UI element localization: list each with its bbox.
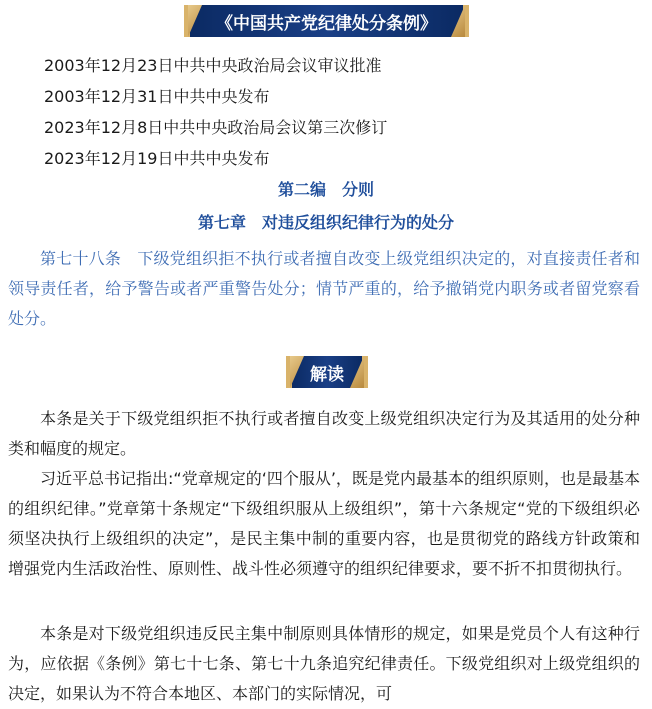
- meta-line: 2003年12月31日中共中央发布: [44, 87, 270, 106]
- meta-line: 2023年12月8日中共中央政治局会议第三次修订: [44, 118, 388, 137]
- title-banner-text: 《中国共产党纪律处分条例》: [216, 13, 437, 34]
- chapter-heading: 第七章 对违反组织纪律行为的处分: [197, 213, 454, 232]
- interpretation-paragraph: 本条是对下级党组织违反民主集中制原则具体情形的规定，如果是党员个人有这种行为，应依据《条例》第七十七条、第七十九条追究纪律责任。下级党组织对上级党组织的决定，如果认为不符合本地区、本部门的实际情况，可: [8, 624, 640, 703]
- title-banner: [184, 5, 469, 37]
- part-heading: 第二编 分则: [277, 180, 374, 199]
- meta-line: 2023年12月19日中共中央发布: [44, 149, 270, 168]
- interpretation-paragraph: 习近平总书记指出:“党章规定的‘四个服从’，既是党内最基本的组织原则，也是最基本的组织纪律。”党章第十条规定“下级组织服从上级组织”，第十六条规定“党的下级组织必须坚决执行上级组织的决定”，是民主集中制的重要内容，也是贯彻党的路线方针政策和增强党内生活政治性、原则性、战斗性必须遵守的组织纪律要求，要不折不扣贯彻执行。: [8, 469, 640, 578]
- meta-line: 2003年12月23日中共中央政治局会议审议批准: [44, 56, 382, 75]
- interpretation-banner-text: 解读: [310, 364, 344, 385]
- interpretation-banner: [286, 356, 368, 388]
- interpretation-paragraph: 本条是关于下级党组织拒不执行或者擅自改变上级党组织决定行为及其适用的处分种类和幅度的规定。: [8, 409, 640, 458]
- article-text: 第七十八条 下级党组织拒不执行或者擅自改变上级党组织决定的，对直接责任者和领导责任者，给予警告或者严重警告处分；情节严重的，给予撤销党内职务或者留党察看处分。: [8, 249, 640, 328]
